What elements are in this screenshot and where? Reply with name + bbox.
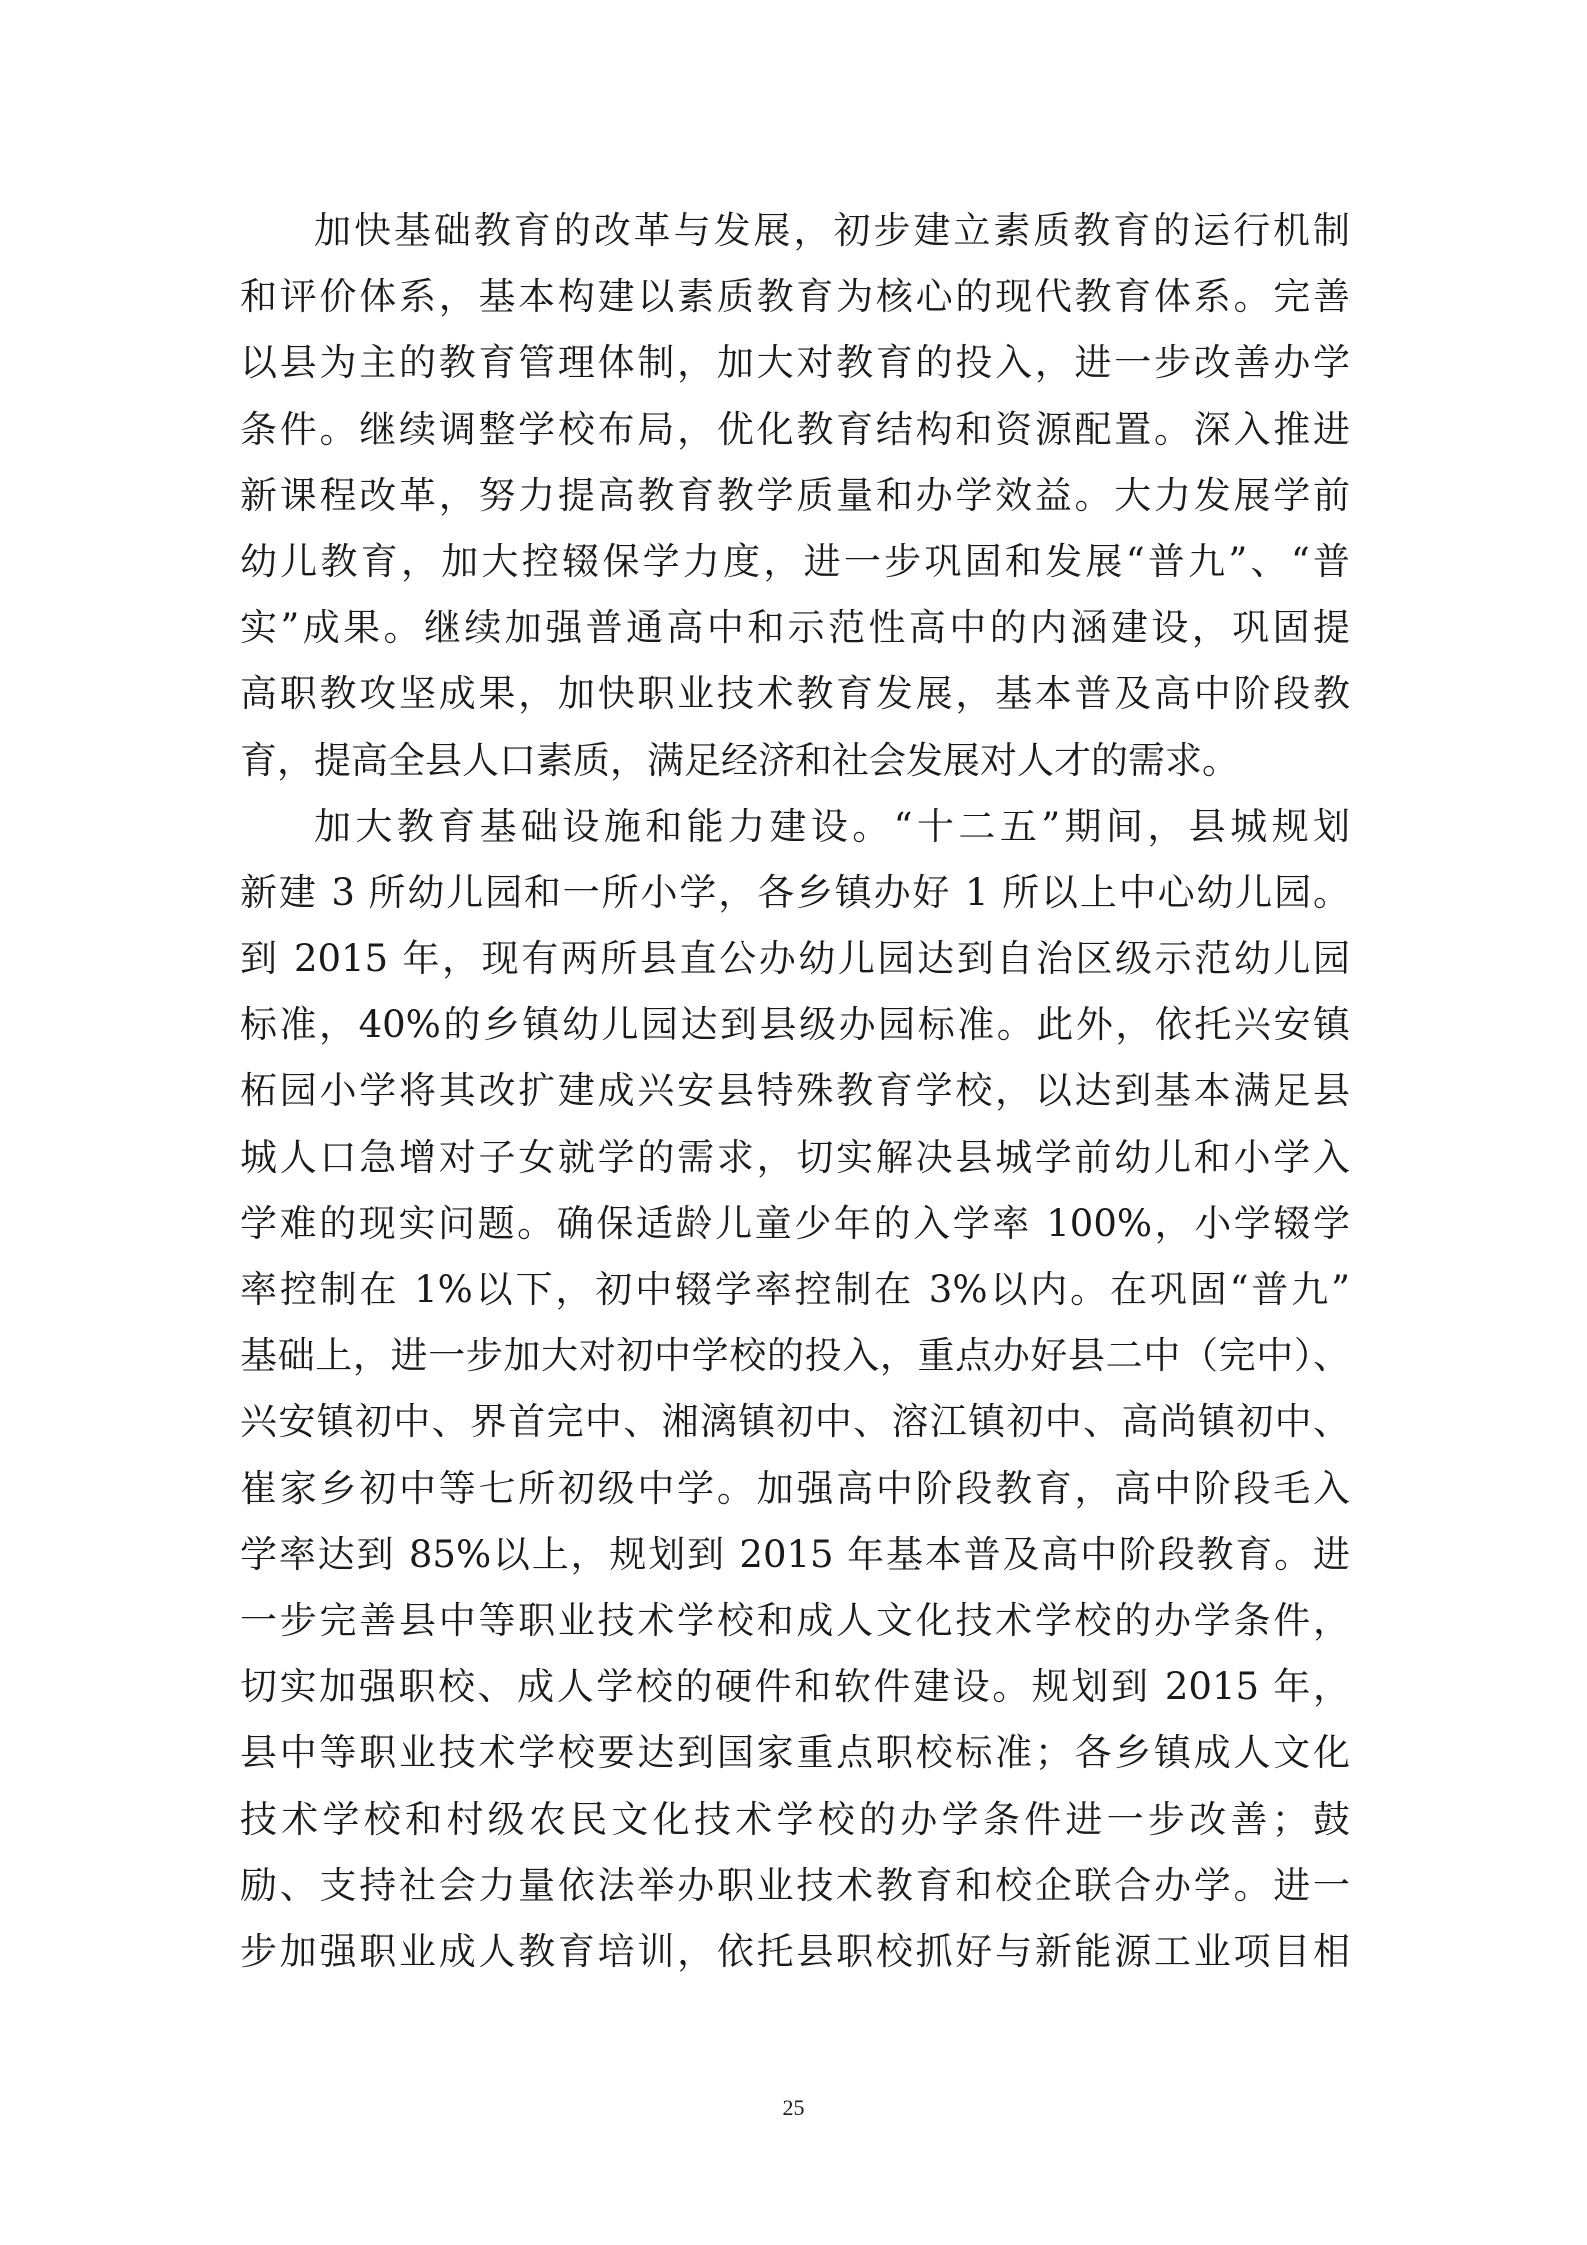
text-line: 切实加强职校、成人学校的硬件和软件建设。规划到 2015 年，	[240, 1665, 1350, 1709]
text-line: 条件。继续调整学校布局，优化教育结构和资源配置。深入推进	[240, 407, 1350, 451]
text-line: 实”成果。继续加强普通高中和示范性高中的内涵建设，巩固提	[240, 606, 1350, 650]
text-line: 标准，40%的乡镇幼儿园达到县级办园标准。此外，依托兴安镇	[240, 1003, 1350, 1047]
text-line: 高职教攻坚成果，加快职业技术教育发展，基本普及高中阶段教	[240, 672, 1350, 716]
text-line: 兴安镇初中、界首完中、湘漓镇初中、溶江镇初中、高尚镇初中、	[240, 1400, 1350, 1444]
text-line: 技术学校和村级农民文化技术学校的办学条件进一步改善；鼓	[240, 1797, 1350, 1841]
text-line: 育，提高全县人口素质，满足经济和社会发展对人才的需求。	[240, 738, 1239, 782]
text-line: 步加强职业成人教育培训，依托县职校抓好与新能源工业项目相	[240, 1929, 1350, 1973]
text-line: 柘园小学将其改扩建成兴安县特殊教育学校，以达到基本满足县	[240, 1069, 1350, 1113]
text-line: 加大教育基础设施和能力建设。“十二五”期间，县城规划	[314, 804, 1350, 848]
text-line: 幼儿教育，加大控辍保学力度，进一步巩固和发展“普九”、“普	[240, 539, 1350, 583]
text-line: 学率达到 85%以上，规划到 2015 年基本普及高中阶段教育。进	[240, 1532, 1350, 1576]
text-line: 率控制在 1%以下，初中辍学率控制在 3%以内。在巩固“普九”	[240, 1268, 1350, 1311]
text-line: 以县为主的教育管理体制，加大对教育的投入，进一步改善办学	[240, 341, 1350, 385]
text-line: 和评价体系，基本构建以素质教育为核心的现代教育体系。完善	[240, 275, 1350, 319]
text-line: 加快基础教育的改革与发展，初步建立素质教育的运行机制	[314, 209, 1350, 252]
text-line: 到 2015 年，现有两所县直公办幼儿园达到自治区级示范幼儿园	[240, 937, 1350, 981]
text-line: 新课程改革，努力提高教育教学质量和办学效益。大力发展学前	[240, 473, 1350, 517]
text-line: 新建 3 所幼儿园和一所小学，各乡镇办好 1 所以上中心幼儿园。	[240, 870, 1350, 914]
text-line: 学难的现实问题。确保适龄儿童少年的入学率 100%，小学辍学	[240, 1201, 1350, 1245]
text-line: 励、支持社会力量依法举办职业技术教育和校企联合办学。进一	[240, 1863, 1350, 1907]
text-line: 县中等职业技术学校要达到国家重点职校标准；各乡镇成人文化	[240, 1731, 1350, 1775]
text-line: 基础上，进一步加大对初中学校的投入，重点办好县二中（完中）、	[240, 1334, 1350, 1378]
text-line: 一步完善县中等职业技术学校和成人文化技术学校的办学条件，	[240, 1598, 1350, 1642]
text-line: 崔家乡初中等七所初级中学。加强高中阶段教育，高中阶段毛入	[240, 1466, 1350, 1510]
text-line: 城人口急增对子女就学的需求，切实解决县城学前幼儿和小学入	[240, 1135, 1350, 1179]
body-text	[240, 198, 1350, 1985]
page-number: 25	[782, 2095, 805, 2120]
